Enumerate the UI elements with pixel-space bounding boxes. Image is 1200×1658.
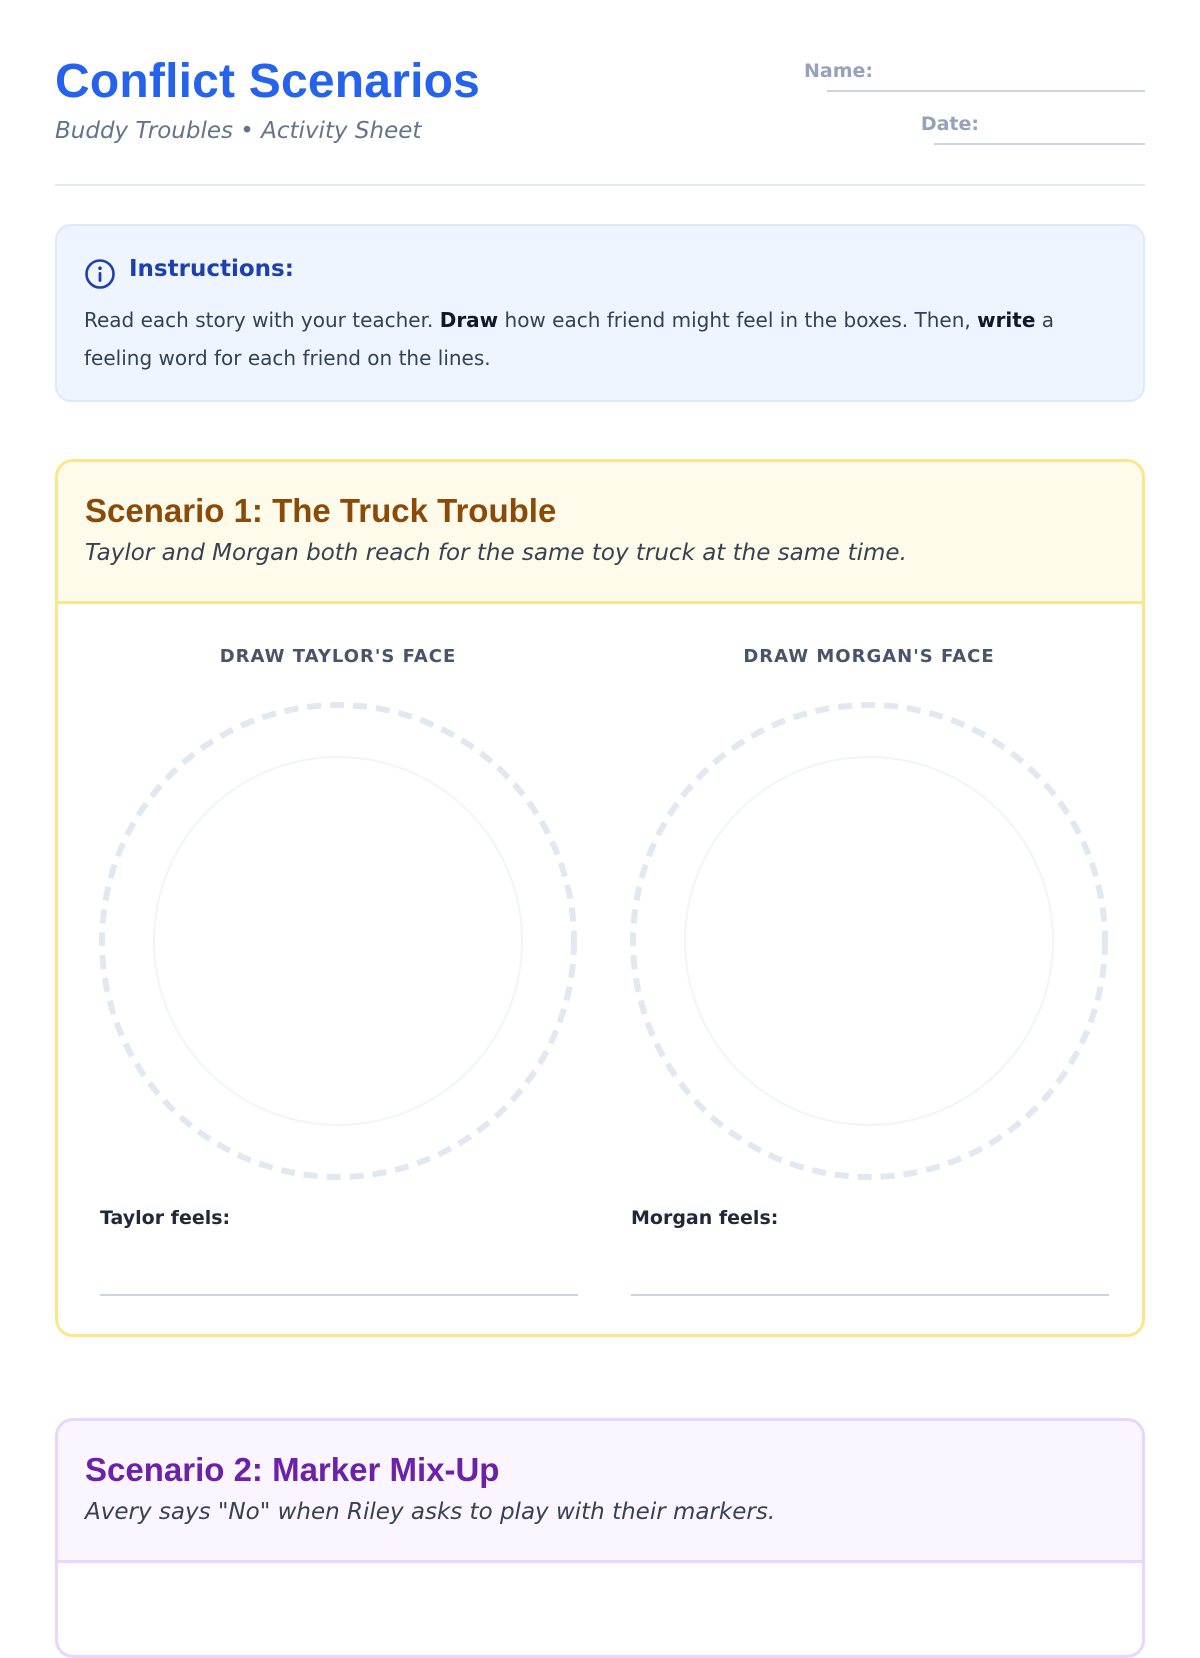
instructions-bold-write: write xyxy=(977,308,1036,332)
date-label: Date: xyxy=(920,113,979,135)
page-subtitle: Buddy Troubles • Activity Sheet xyxy=(55,118,422,144)
worksheet-header xyxy=(55,0,1145,186)
info-icon xyxy=(84,258,116,290)
scenario-title: Scenario 2: Marker Mix-Up xyxy=(85,1451,500,1488)
scenario-card-2 xyxy=(55,1418,1145,1658)
scenario-card-1 xyxy=(55,459,1145,1337)
page-title: Conflict Scenarios xyxy=(55,55,481,108)
scenario-description: Taylor and Morgan both reach for the same toy truck at the same time. xyxy=(85,540,907,566)
date-field[interactable] xyxy=(934,143,1145,145)
instructions-bold-draw: Draw xyxy=(439,308,499,332)
face-guide-circle xyxy=(154,757,522,1125)
instructions-title: Instructions: xyxy=(129,256,294,282)
morgan-feeling-word-line[interactable] xyxy=(631,1294,1109,1296)
instructions-text-part: Read each story with your teacher. xyxy=(84,308,440,332)
dashed-face-outline xyxy=(102,705,574,1177)
dashed-face-outline xyxy=(633,705,1105,1177)
scenario-description: Avery says "No" when Riley asks to play with their markers. xyxy=(85,1499,776,1525)
taylor-face-drawing-area[interactable] xyxy=(98,701,578,1181)
instructions-text xyxy=(84,301,1114,377)
instructions-text-part: a feeling word for each friend on the lines. xyxy=(84,308,1055,370)
name-field[interactable] xyxy=(827,90,1145,92)
morgan-face-drawing-area[interactable] xyxy=(629,701,1109,1181)
name-label: Name: xyxy=(803,60,873,82)
face-guide-circle xyxy=(685,757,1053,1125)
taylor-feels-label: Taylor feels: xyxy=(100,1207,231,1229)
draw-taylor-label: DRAW TAYLOR'S FACE xyxy=(219,646,457,667)
morgan-feels-label: Morgan feels: xyxy=(631,1207,779,1229)
scenario-header xyxy=(58,462,1142,604)
instructions-box xyxy=(55,224,1145,402)
scenario-header xyxy=(58,1421,1142,1563)
instructions-text-part: how each friend might feel in the boxes. Then, xyxy=(498,308,978,332)
scenario-title: Scenario 1: The Truck Trouble xyxy=(85,492,557,529)
draw-morgan-label: DRAW MORGAN'S FACE xyxy=(743,646,995,667)
taylor-feeling-word-line[interactable] xyxy=(100,1294,578,1296)
